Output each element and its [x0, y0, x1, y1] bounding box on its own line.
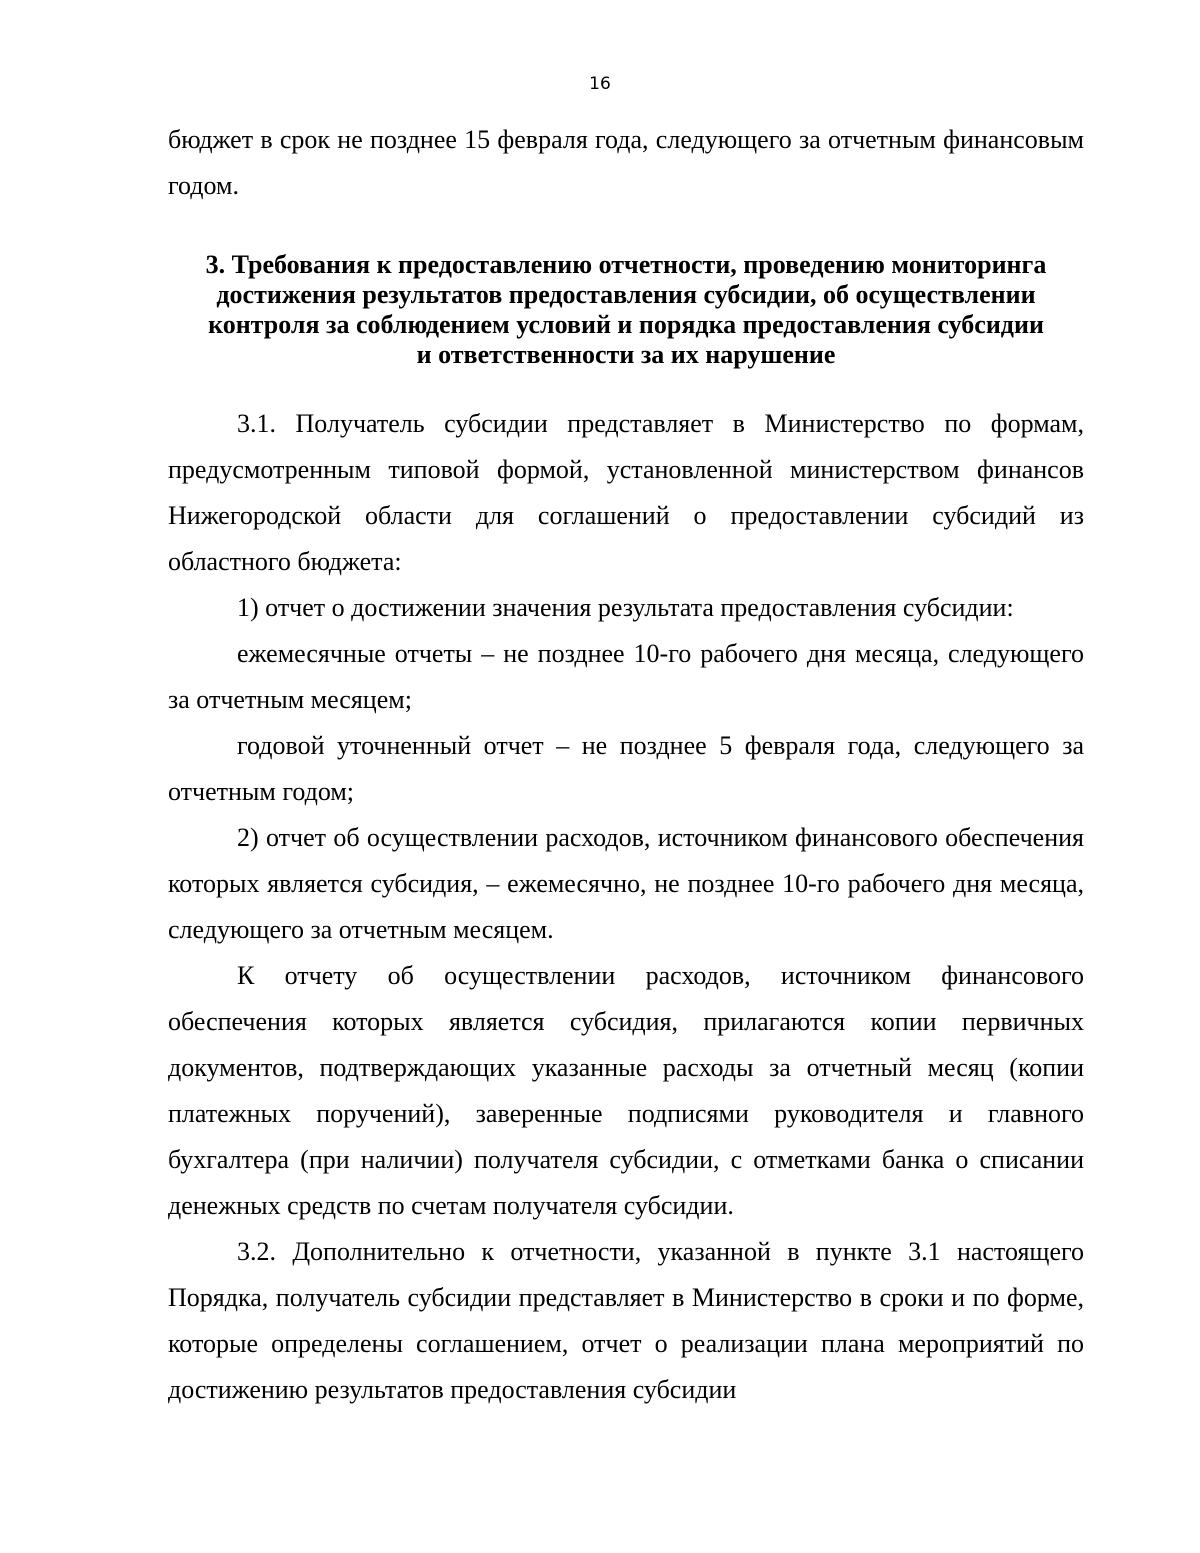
paragraph-3-1: 3.1. Получатель субсидии представляет в Министерство по формам, предусмотренным типовой формой, установленной министерством финансов Нижегородской области для соглашений о предоставлении субсидий из областного бюджета:: [168, 409, 1084, 576]
paragraph-3-2: 3.2. Дополнительно к отчетности, указанной в пункте 3.1 настоящего Порядка, получатель субсидии представляет в Министерство в сроки и по форме, которые определены соглашением, отчет о реализации плана мероприятий по достижению результатов предоставления субсидии: [168, 1237, 1084, 1404]
list-item-report-results: 1) отчет о достижении значения результата предоставления субсидии:: [237, 593, 1014, 622]
carryover-block: [168, 117, 1084, 209]
paragraph-monthly-reports: ежемесячные отчеты – не позднее 10-го рабочего дня месяца, следующего за отчетным месяцем;: [168, 639, 1084, 714]
section-heading-line: 3. Требования к предоставлению отчетности, проведению мониторинга: [205, 250, 1047, 279]
section-body: [168, 401, 1084, 1413]
paragraph-attachments: К отчету об осуществлении расходов, источником финансового обеспечения которых является субсидия, прилагаются копии первичных документов, подтверждающих указанные расходы за отчетный месяц (копии платежных поручений), заверенные подписями руководителя и главного бухгалтера (при наличии) получателя субсидии, с отметками банка о списании денежных средств по счетам получателя субсидии.: [168, 961, 1084, 1220]
page-number: 16: [589, 74, 611, 94]
section-heading-line: и ответственности за их нарушение: [416, 340, 836, 369]
section-heading: [168, 250, 1084, 370]
carryover-paragraph: бюджет в срок не позднее 15 февраля года, следующего за отчетным финансовым годом.: [168, 125, 1084, 200]
section-heading-line: достижения результатов предоставления субсидии, об осуществлении: [216, 280, 1036, 309]
section-heading-line: контроля за соблюдением условий и порядка предоставления субсидии: [208, 310, 1044, 339]
paragraph-annual-report: годовой уточненный отчет – не позднее 5 февраля года, следующего за отчетным годом;: [168, 731, 1084, 806]
list-item-expense-report: 2) отчет об осуществлении расходов, источником финансового обеспечения которых является субсидия, – ежемесячно, не позднее 10-го рабочего дня месяца, следующего за отчетным месяцем.: [168, 823, 1084, 944]
